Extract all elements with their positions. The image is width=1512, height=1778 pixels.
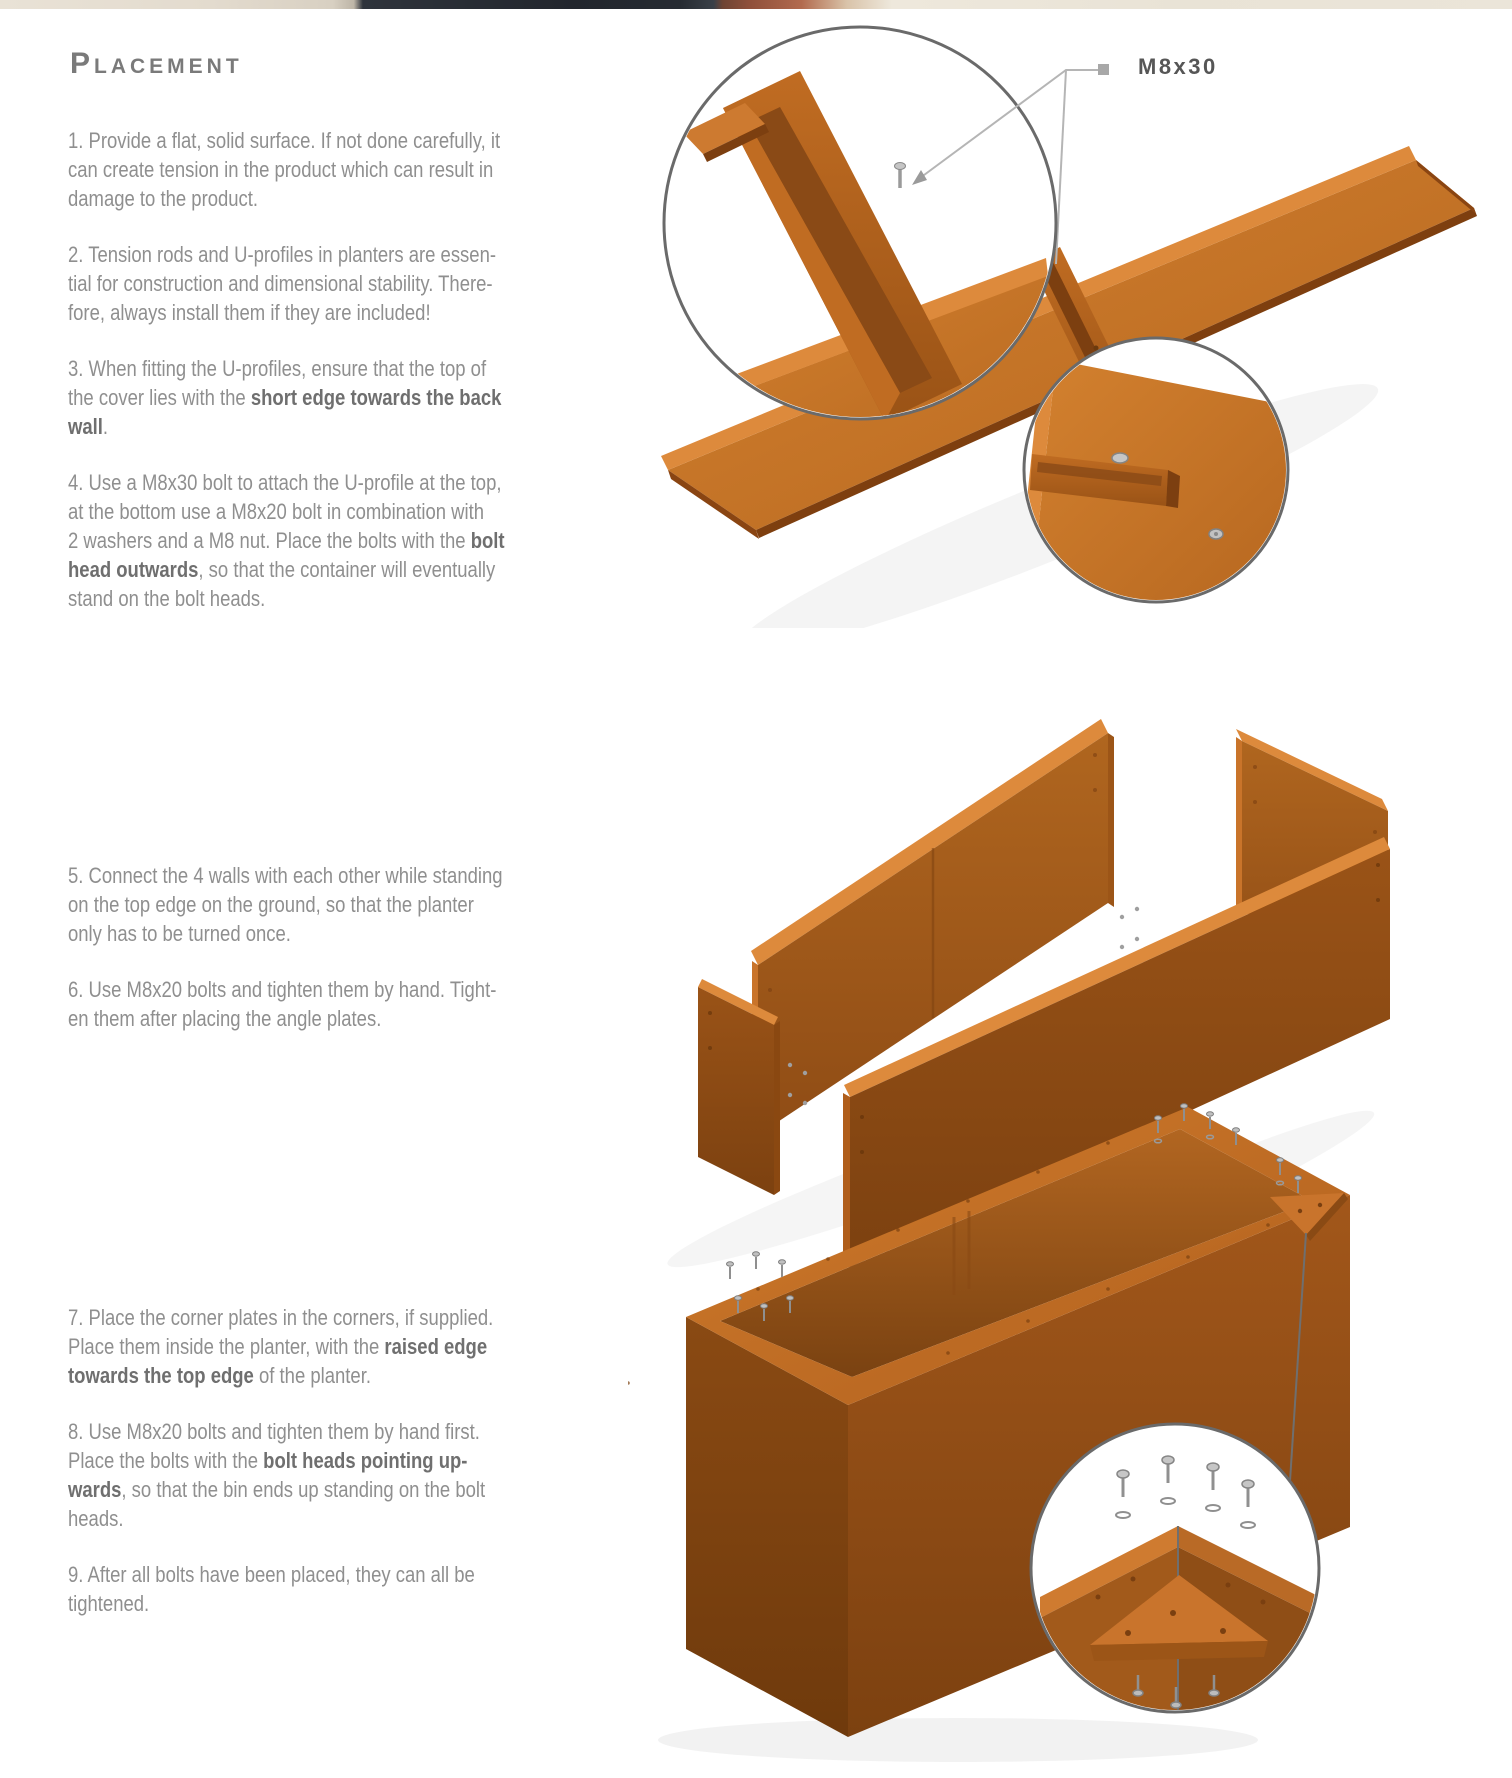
step-text-segment: 1. Provide a flat, solid surface. If not done carefully, it xyxy=(68,128,501,153)
step-text-segment: . xyxy=(102,414,109,439)
step-2-paragraph xyxy=(68,240,593,327)
step-text-segment: stand on the bolt heads. xyxy=(68,586,266,611)
step-text-segment: tial for construction and dimensional stability. There- xyxy=(68,271,493,296)
step-text-segment: bolt heads pointing up- xyxy=(263,1448,468,1473)
callout-line-to-panel xyxy=(1056,70,1066,264)
step-text-segment: 4. Use a M8x30 bolt to attach the U-profile at the top, xyxy=(68,470,502,495)
step-text-segment: Place the bolts with the xyxy=(68,1448,264,1473)
step-text-segment: at the bottom use a M8x20 bolt in combination with xyxy=(68,499,485,524)
step-text-segment: can create tension in the product which can result in xyxy=(68,157,494,182)
step-9-paragraph xyxy=(68,1560,593,1618)
step-text-segment: wall xyxy=(68,414,103,439)
callout-square-marker xyxy=(1098,64,1109,75)
step-text-segment: of the planter. xyxy=(253,1363,371,1388)
step-text-segment: 2 washers and a M8 nut. Place the bolts with the xyxy=(68,528,471,553)
steps-group-middle xyxy=(68,861,593,1060)
step-text-segment: 6. Use M8x20 bolts and tighten them by hand. Tight- xyxy=(68,977,497,1002)
step-8-paragraph xyxy=(68,1417,593,1533)
step-text-segment: short edge towards the back xyxy=(250,385,502,410)
step-text-segment: the cover lies with the xyxy=(68,385,251,410)
step-6-paragraph xyxy=(68,975,593,1033)
steps-group-top xyxy=(68,126,593,640)
step-text-segment: raised edge xyxy=(384,1334,488,1359)
m8x30-callout-label: M8x30 xyxy=(1138,54,1218,79)
step-text-segment: 5. Connect the 4 walls with each other while standing xyxy=(68,863,503,888)
step-text-segment: head outwards xyxy=(68,557,199,582)
step-text-segment: damage to the product. xyxy=(68,186,259,211)
step-text-segment: , so that the bin ends up standing on the bolt xyxy=(121,1477,486,1502)
page-title: Placement xyxy=(70,47,243,80)
assembled-planter-illustration xyxy=(628,1085,1512,1778)
step-text-segment: heads. xyxy=(68,1506,124,1531)
step-text-segment: 7. Place the corner plates in the corners, if supplied. xyxy=(68,1305,494,1330)
step-1-paragraph xyxy=(68,126,593,213)
step-4-paragraph xyxy=(68,468,593,613)
step-text-segment: bolt xyxy=(470,528,505,553)
step-text-segment: fore, always install them if they are included! xyxy=(68,300,431,325)
step-text-segment: 2. Tension rods and U-profiles in planters are essen- xyxy=(68,242,497,267)
cover-assembly-illustration xyxy=(628,18,1512,628)
step-text-segment: , so that the container will eventually xyxy=(198,557,496,582)
step-text-segment: 9. After all bolts have been placed, they can all be xyxy=(68,1562,475,1587)
step-5-paragraph xyxy=(68,861,593,948)
step-3-paragraph xyxy=(68,354,593,441)
step-text-segment: tightened. xyxy=(68,1591,150,1616)
header-photo-strip xyxy=(0,0,1512,9)
bolt-head-icon xyxy=(1112,453,1128,463)
steps-group-bottom xyxy=(68,1303,593,1645)
step-text-segment: only has to be turned once. xyxy=(68,921,291,946)
step-text-segment: Place them inside the planter, with the xyxy=(68,1334,385,1359)
step-text-segment: 8. Use M8x20 bolts and tighten them by hand first. xyxy=(68,1419,480,1444)
step-7-paragraph xyxy=(68,1303,593,1390)
step-text-segment: towards the top edge xyxy=(68,1363,254,1388)
step-text-segment: on the top edge on the ground, so that the planter xyxy=(68,892,474,917)
step-text-segment: 3. When fitting the U-profiles, ensure that the top of xyxy=(68,356,487,381)
step-text-segment: en them after placing the angle plates. xyxy=(68,1006,382,1031)
step-text-segment: wards xyxy=(68,1477,122,1502)
